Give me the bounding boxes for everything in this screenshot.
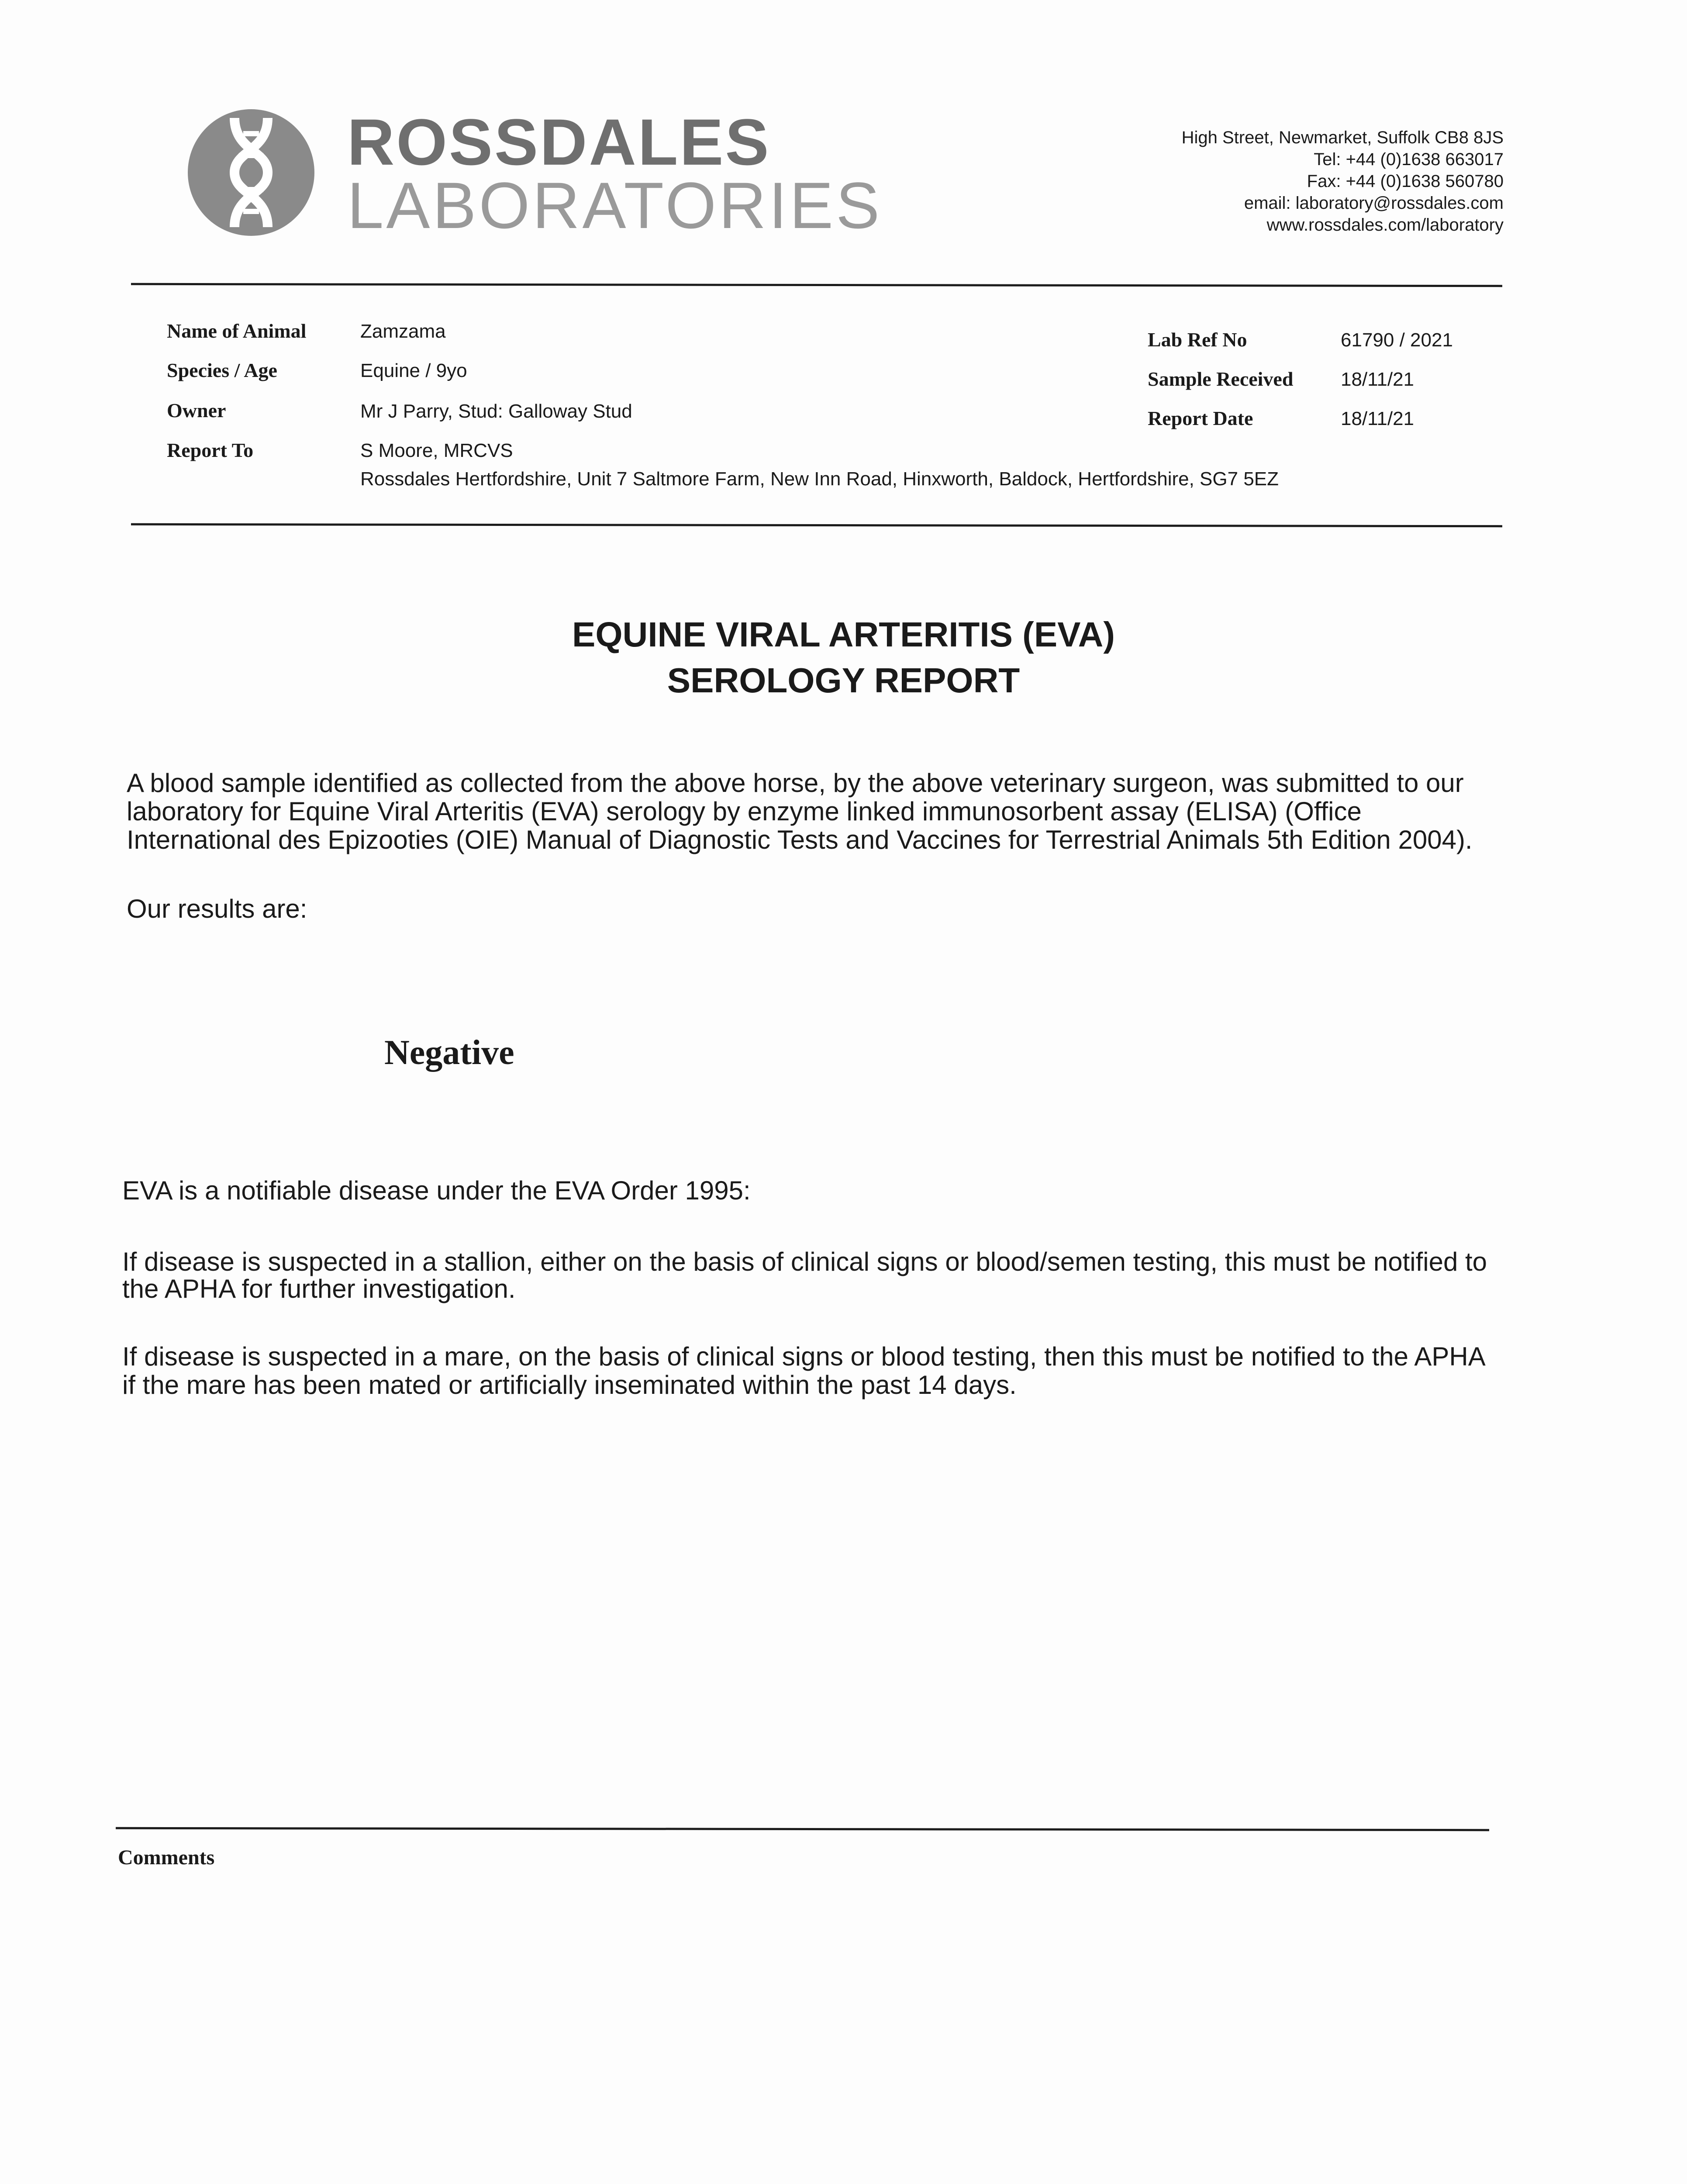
- animal-name-value: Zamzama: [360, 321, 446, 342]
- lab-ref-label: Lab Ref No: [1148, 328, 1247, 351]
- mare-line-1: If disease is suspected in a mare, on the basis of clinical signs or blood testing, then this must be notified to the APHA: [122, 1342, 1486, 1371]
- report-subtitle: SEROLOGY REPORT: [667, 661, 1020, 700]
- lab-ref-value: 61790 / 2021: [1341, 329, 1453, 351]
- comments-label: Comments: [118, 1846, 215, 1869]
- stallion-line-1: If disease is suspected in a stallion, either on the basis of clinical signs or blood/semen testing, this must be notified to: [122, 1247, 1487, 1276]
- intro-line-2: laboratory for Equine Viral Arteritis (EVA) serology by enzyme linked immunosorbent assay (ELISA) (Office: [127, 797, 1362, 826]
- lab-address: [1182, 127, 1504, 236]
- intro-line-3: International des Epizooties (OIE) Manual of Diagnostic Tests and Vaccines for Terrestrial Animals 5th Edition 2004).: [127, 825, 1473, 854]
- owner-label: Owner: [167, 399, 226, 422]
- address-tel: Tel: +44 (0)1638 663017: [1314, 150, 1504, 169]
- animal-name-label: Name of Animal: [167, 320, 307, 342]
- sample-received-label: Sample Received: [1148, 368, 1294, 390]
- address-fax: Fax: +44 (0)1638 560780: [1307, 172, 1504, 191]
- address-email: email: laboratory@rossdales.com: [1244, 194, 1504, 213]
- report-to-label: Report To: [167, 439, 254, 461]
- sample-received-value: 18/11/21: [1341, 369, 1414, 390]
- brand-subtitle: LABORATORIES: [347, 169, 883, 242]
- comments-divider: [116, 1827, 1489, 1831]
- address-street: High Street, Newmarket, Suffolk CB8 8JS: [1181, 128, 1504, 147]
- result-value: Negative: [384, 1033, 514, 1072]
- dna-helix-icon: [186, 107, 317, 238]
- report-date-value: 18/11/21: [1341, 408, 1414, 429]
- details-divider: [131, 523, 1502, 527]
- header-divider: [131, 283, 1502, 287]
- intro-line-1: A blood sample identified as collected from the above horse, by the above veterinary surgeon, was submitted to our: [127, 768, 1464, 798]
- address-website: www.rossdales.com/laboratory: [1266, 215, 1504, 235]
- report-date-label: Report Date: [1148, 407, 1253, 429]
- results-intro: Our results are:: [127, 894, 307, 923]
- stallion-line-2: the APHA for further investigation.: [122, 1274, 516, 1303]
- notifiable-statement: EVA is a notifiable disease under the EVA Order 1995:: [122, 1176, 751, 1205]
- owner-value: Mr J Parry, Stud: Galloway Stud: [360, 401, 632, 422]
- brand-name: ROSSDALES: [347, 105, 771, 179]
- mare-line-2: if the mare has been mated or artificially inseminated within the past 14 days.: [122, 1370, 1017, 1400]
- species-age-value: Equine / 9yo: [360, 360, 467, 381]
- species-age-label: Species / Age: [167, 359, 277, 381]
- report-title: EQUINE VIRAL ARTERITIS (EVA): [572, 615, 1115, 654]
- report-to-name: S Moore, MRCVS: [360, 440, 513, 461]
- report-to-address: Rossdales Hertfordshire, Unit 7 Saltmore Farm, New Inn Road, Hinxworth, Baldock, Hertfordshire, SG7 5EZ: [360, 468, 1279, 490]
